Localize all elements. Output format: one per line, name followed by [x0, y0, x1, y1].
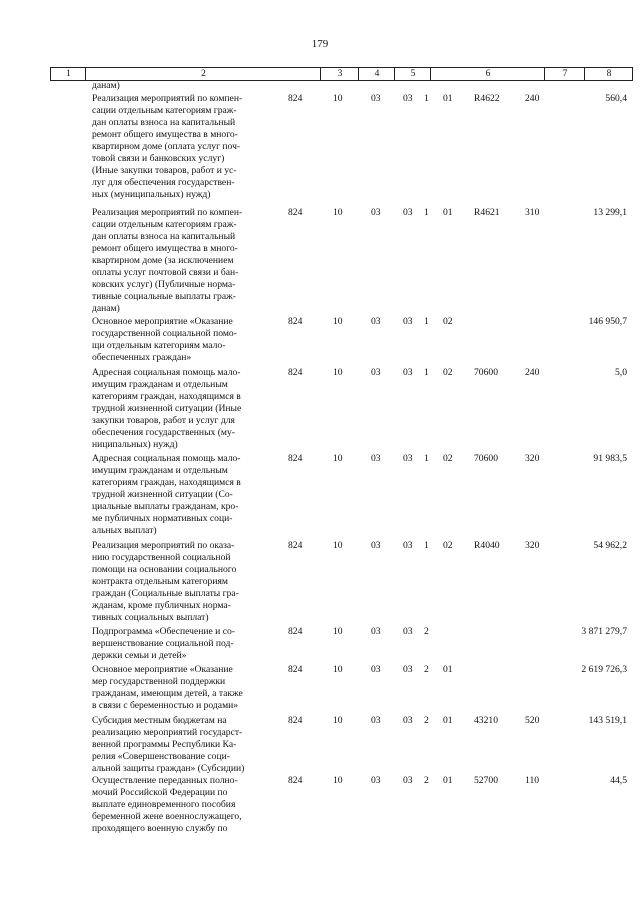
code-col-4: 10 [333, 207, 343, 218]
row-description [92, 367, 270, 451]
description-line: закупки товаров, работ и услуг для [92, 415, 235, 426]
description-line: квартирном доме (за исключением [92, 255, 234, 266]
code-col-6c: 02 [443, 453, 453, 464]
description-line: реализацию мероприятий государст- [92, 727, 243, 738]
code-col-3: 824 [288, 316, 303, 327]
description-line: граждан (Социальные выплаты гра- [92, 588, 239, 599]
description-line: жданам, кроме публичных норма- [92, 600, 231, 611]
code-col-6a: 03 [403, 540, 413, 551]
description-line: мочий Российской Федерации по [92, 787, 228, 798]
description-line: альных выплат) [92, 525, 157, 536]
code-col-3: 824 [288, 715, 303, 726]
code-col-3: 824 [288, 367, 303, 378]
description-line: Основное мероприятие «Оказание [92, 316, 233, 327]
description-line: луг для обеспечения государствен- [92, 177, 235, 188]
amount: 143 519,1 [588, 715, 627, 726]
code-col-4: 10 [333, 715, 343, 726]
row-description [92, 207, 270, 315]
code-col-6a: 03 [403, 664, 413, 675]
code-col-3: 824 [288, 775, 303, 786]
description-line: циальные выплаты гражданам, кро- [92, 501, 239, 512]
code-col-5: 03 [371, 93, 381, 104]
description-line: Осуществление переданных полно- [92, 775, 238, 786]
description-line: тивные социальные выплаты граж- [92, 291, 236, 302]
continuation-text: данам) [92, 80, 120, 91]
description-line: ме публичных нормативных соци- [92, 513, 233, 524]
description-line: щи отдельным категориям мало- [92, 340, 226, 351]
description-line: сации отдельным категориям граж- [92, 105, 237, 116]
header-col-1: 1 [50, 68, 86, 80]
code-col-7: 310 [525, 207, 540, 218]
description-line: имущим гражданам и отдельным [92, 465, 228, 476]
description-line: нию государственной социальной [92, 552, 231, 563]
description-line: вершенствование социальной под- [92, 638, 234, 649]
code-col-7: 240 [525, 367, 540, 378]
code-col-6d: R4622 [474, 93, 500, 104]
description-line: альной защиты граждан» (Субсидии) [92, 763, 245, 774]
code-col-7: 320 [525, 453, 540, 464]
code-col-6a: 03 [403, 367, 413, 378]
description-line: оплаты услуг почтовой связи и бан- [92, 267, 239, 278]
row-description [92, 626, 270, 662]
description-line: категориям граждан, находящимся в [92, 477, 241, 488]
row-description [92, 93, 270, 201]
code-col-6b: 1 [424, 367, 429, 378]
code-col-4: 10 [333, 775, 343, 786]
header-col-5: 5 [394, 68, 431, 80]
description-line: проходящего военную службу по [92, 823, 228, 834]
amount: 44,5 [610, 775, 627, 786]
code-col-6c: 01 [443, 664, 453, 675]
code-col-5: 03 [371, 453, 381, 464]
description-line: обеспеченных граждан» [92, 352, 192, 363]
code-col-7: 110 [525, 775, 540, 786]
header-col-2: 2 [85, 68, 321, 80]
description-line: контракта отдельным категориям [92, 576, 228, 587]
code-col-6a: 03 [403, 626, 413, 637]
description-line: гражданам, имеющим детей, а также [92, 688, 243, 699]
description-line: Реализация мероприятий по компен- [92, 93, 243, 104]
description-line: трудной жизненной ситуации (Иные [92, 403, 242, 414]
code-col-6c: 01 [443, 93, 453, 104]
description-line: Адресная социальная помощь мало- [92, 453, 241, 464]
code-col-5: 03 [371, 715, 381, 726]
code-col-4: 10 [333, 93, 343, 104]
code-col-6d: R4040 [474, 540, 500, 551]
code-col-4: 10 [333, 540, 343, 551]
code-col-4: 10 [333, 626, 343, 637]
description-line: мер государственной поддержки [92, 676, 226, 687]
code-col-6a: 03 [403, 453, 413, 464]
description-line: Подпрограмма «Обеспечение и со- [92, 626, 235, 637]
description-line: товой связи и банковских услуг) [92, 153, 225, 164]
description-line: Адресная социальная помощь мало- [92, 367, 241, 378]
code-col-3: 824 [288, 207, 303, 218]
description-line: дан оплаты взноса на капитальный [92, 231, 236, 242]
description-line: (Иные закупки товаров, работ и ус- [92, 165, 237, 176]
description-line: сации отдельным категориям граж- [92, 219, 237, 230]
code-col-7: 320 [525, 540, 540, 551]
code-col-6a: 03 [403, 775, 413, 786]
description-line: ниципальных) нужд) [92, 439, 178, 450]
code-col-6d: 52700 [474, 775, 498, 786]
code-col-6b: 1 [424, 207, 429, 218]
code-col-3: 824 [288, 626, 303, 637]
description-line: Реализация мероприятий по компен- [92, 207, 243, 218]
code-col-6c: 01 [443, 775, 453, 786]
code-col-6b: 1 [424, 93, 429, 104]
header-col-6: 6 [430, 68, 545, 80]
code-col-5: 03 [371, 540, 381, 551]
header-col-8: 8 [584, 68, 633, 80]
description-line: дан оплаты взноса на капитальный [92, 117, 236, 128]
code-col-5: 03 [371, 316, 381, 327]
code-col-6c: 01 [443, 715, 453, 726]
description-line: обеспечения государственных (му- [92, 427, 235, 438]
description-line: Субсидия местным бюджетам на [92, 715, 227, 726]
amount: 560,4 [605, 93, 627, 104]
row-description [92, 715, 270, 775]
code-col-4: 10 [333, 367, 343, 378]
row-description [92, 664, 270, 712]
amount: 91 983,5 [593, 453, 627, 464]
description-line: ремонт общего имущества в много- [92, 129, 238, 140]
code-col-6b: 1 [424, 316, 429, 327]
code-col-3: 824 [288, 664, 303, 675]
description-line: данам) [92, 303, 120, 314]
description-line: государственной социальной помо- [92, 328, 237, 339]
description-line: ных (муниципальных) нужд) [92, 189, 211, 200]
description-line: в связи с беременностью и родами» [92, 700, 239, 711]
description-line: категориям граждан, находящимся в [92, 391, 241, 402]
code-col-6b: 1 [424, 540, 429, 551]
code-col-3: 824 [288, 453, 303, 464]
row-description [92, 453, 270, 537]
code-col-3: 824 [288, 540, 303, 551]
code-col-6b: 2 [424, 775, 429, 786]
code-col-5: 03 [371, 207, 381, 218]
amount: 2 619 726,3 [581, 664, 627, 675]
amount: 13 299,1 [593, 207, 627, 218]
code-col-6a: 03 [403, 207, 413, 218]
amount: 5,0 [615, 367, 627, 378]
description-line: ремонт общего имущества в много- [92, 243, 238, 254]
code-col-5: 03 [371, 775, 381, 786]
code-col-6a: 03 [403, 715, 413, 726]
amount: 146 950,7 [588, 316, 627, 327]
code-col-6d: 70600 [474, 367, 498, 378]
page-number: 179 [311, 38, 329, 50]
description-line: тивных социальных выплат) [92, 612, 209, 623]
code-col-6a: 03 [403, 316, 413, 327]
code-col-6b: 2 [424, 664, 429, 675]
description-line: трудной жизненной ситуации (Со- [92, 489, 233, 500]
description-line: помощи на основании социального [92, 564, 237, 575]
code-col-6c: 02 [443, 540, 453, 551]
code-col-5: 03 [371, 367, 381, 378]
code-col-6b: 2 [424, 715, 429, 726]
code-col-6d: 70600 [474, 453, 498, 464]
amount: 3 871 279,7 [581, 626, 627, 637]
code-col-6c: 01 [443, 207, 453, 218]
table-header [50, 67, 633, 81]
code-col-6b: 1 [424, 453, 429, 464]
description-line: Основное мероприятие «Оказание [92, 664, 233, 675]
code-col-5: 03 [371, 664, 381, 675]
code-col-4: 10 [333, 453, 343, 464]
code-col-3: 824 [288, 93, 303, 104]
header-col-7: 7 [544, 68, 585, 80]
code-col-4: 10 [333, 664, 343, 675]
code-col-6b: 2 [424, 626, 429, 637]
header-col-4: 4 [358, 68, 395, 80]
code-col-5: 03 [371, 626, 381, 637]
description-line: ковских услуг) (Публичные норма- [92, 279, 236, 290]
header-col-3: 3 [320, 68, 359, 80]
code-col-6c: 02 [443, 367, 453, 378]
amount: 54 962,2 [593, 540, 627, 551]
description-line: релия «Совершенствование соци- [92, 751, 230, 762]
description-line: квартирном доме (оплата услуг поч- [92, 141, 241, 152]
code-col-7: 520 [525, 715, 540, 726]
description-line: имущим гражданам и отдельным [92, 379, 228, 390]
code-col-6d: R4621 [474, 207, 500, 218]
row-description [92, 540, 270, 624]
code-col-6c: 02 [443, 316, 453, 327]
description-line: беременной жене военнослужащего, [92, 811, 242, 822]
code-col-4: 10 [333, 316, 343, 327]
description-line: Реализация мероприятий по оказа- [92, 540, 235, 551]
description-line: венной программы Республики Ка- [92, 739, 237, 750]
code-col-6d: 43210 [474, 715, 498, 726]
code-col-6a: 03 [403, 93, 413, 104]
code-col-7: 240 [525, 93, 540, 104]
description-line: держки семьи и детей» [92, 650, 187, 661]
row-description [92, 775, 270, 835]
description-line: выплате единовременного пособия [92, 799, 236, 810]
row-description [92, 316, 270, 364]
